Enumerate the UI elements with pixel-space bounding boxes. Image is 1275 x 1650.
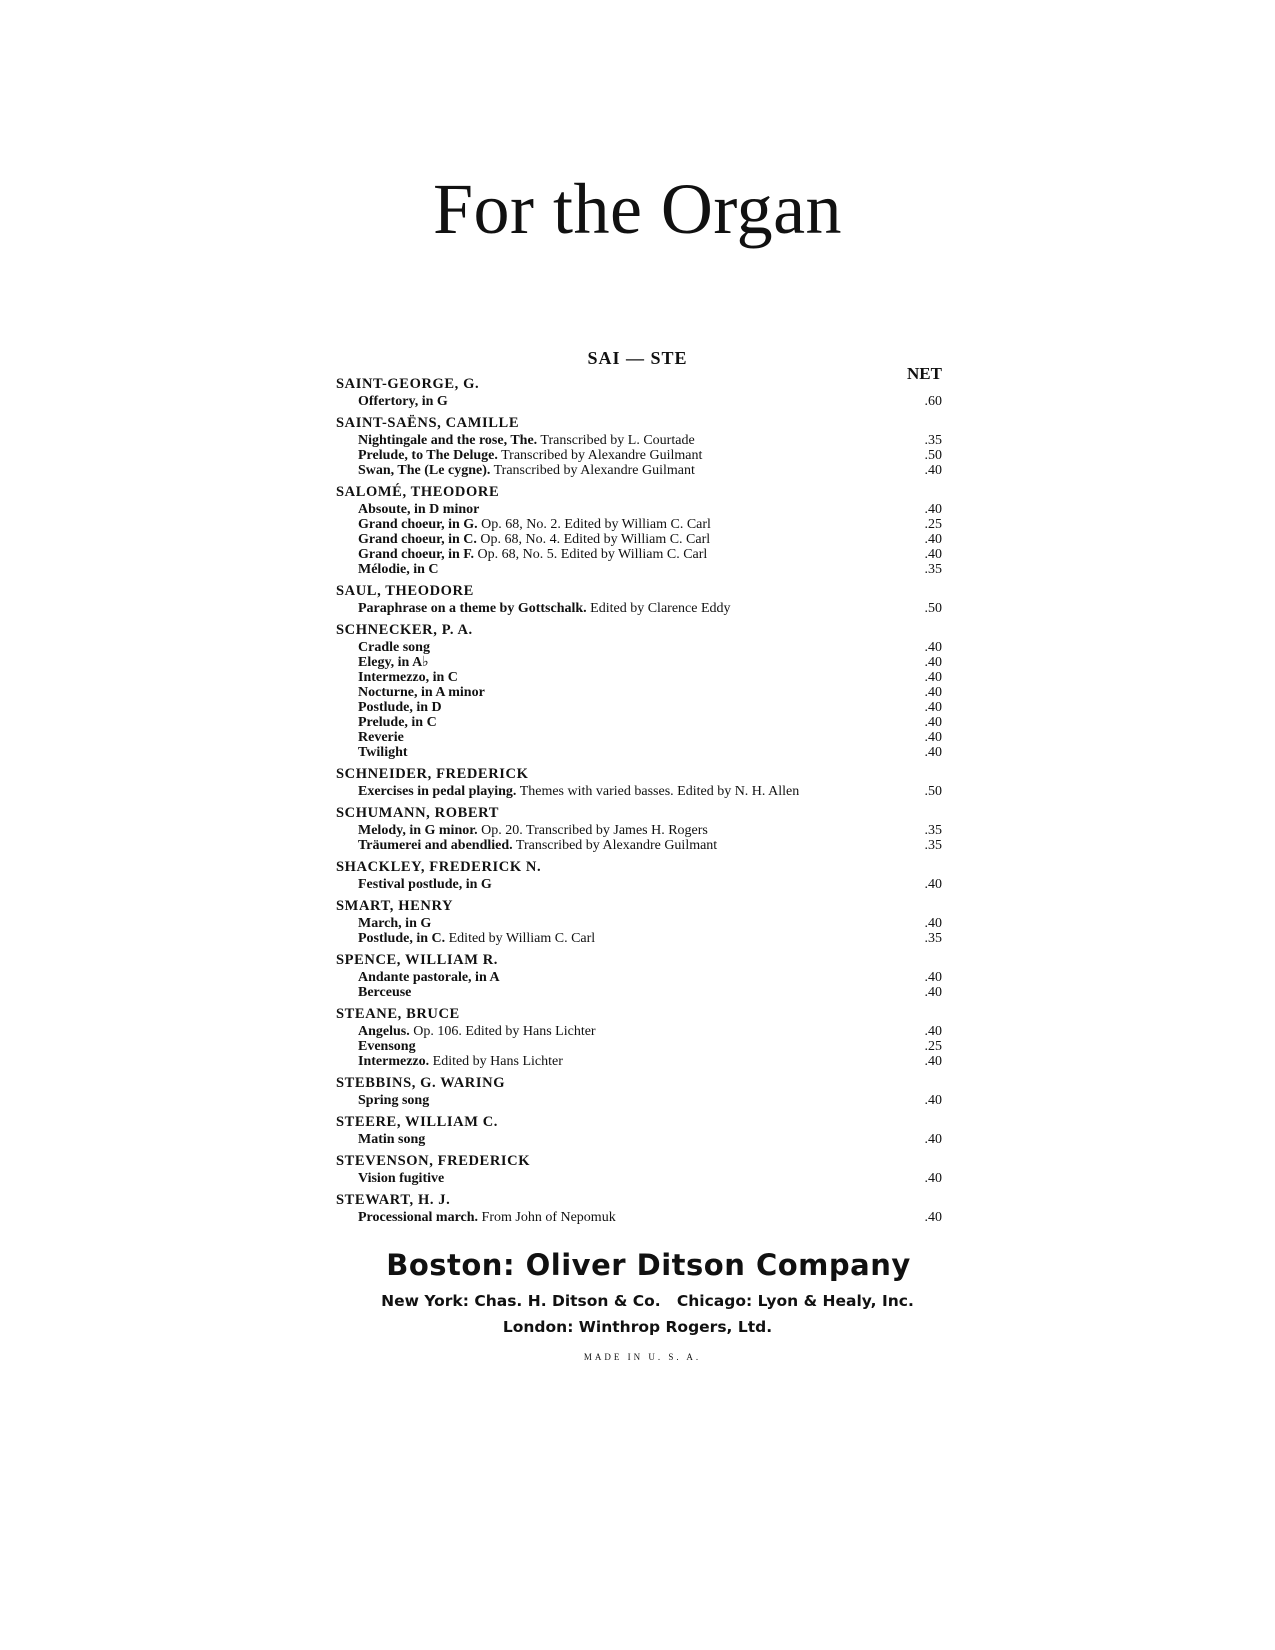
- work-note: Op. 106. Edited by Hans Lichter: [413, 1024, 596, 1039]
- entry-text: [358, 700, 882, 715]
- work-price: .50: [924, 784, 942, 799]
- work-price: .40: [924, 1210, 942, 1225]
- work-price: .40: [924, 1024, 942, 1039]
- entry-text: [358, 562, 882, 577]
- entry-text: [358, 745, 882, 760]
- work-title: Grand choeur, in F.: [358, 547, 475, 562]
- work-price: .40: [924, 985, 942, 1000]
- entry-text: [358, 547, 882, 562]
- work-price: .40: [924, 502, 942, 517]
- catalog-entry: [336, 1210, 942, 1225]
- catalog-entry: [336, 502, 942, 517]
- catalog-entry: [336, 730, 942, 745]
- composer-heading: SMART, HENRY: [336, 898, 454, 914]
- entry-text: [358, 1132, 882, 1147]
- entry-text: [358, 823, 882, 838]
- catalog-entry: [336, 1171, 942, 1186]
- work-title: Grand choeur, in C.: [358, 532, 477, 547]
- composer-heading: STEERE, WILLIAM C.: [336, 1114, 499, 1130]
- work-price: .40: [924, 745, 942, 760]
- made-in-label: MADE IN U. S. A.: [583, 1352, 702, 1362]
- entry-text: [358, 670, 882, 685]
- catalog-entry: [336, 916, 942, 931]
- entry-text: [358, 502, 882, 517]
- work-price: .25: [924, 1039, 942, 1054]
- catalog-entry: [336, 394, 942, 409]
- composer-heading: STEANE, BRUCE: [336, 1006, 460, 1022]
- work-title: Elegy, in A♭: [358, 655, 429, 670]
- work-price: .25: [924, 517, 942, 532]
- work-title: March, in G: [358, 916, 432, 931]
- composer-heading: SAINT-GEORGE, G.: [336, 376, 480, 392]
- catalog-entry: [336, 838, 942, 853]
- work-title: Vision fugitive: [358, 1171, 445, 1186]
- catalog-entry: [336, 685, 942, 700]
- work-price: .40: [924, 700, 942, 715]
- entry-text: [358, 715, 882, 730]
- work-note: Op. 20. Transcribed by James H. Rogers: [481, 823, 708, 838]
- work-price: .35: [924, 931, 942, 946]
- work-title: Andante pastorale, in A: [358, 970, 500, 985]
- catalog-entry: [336, 784, 942, 799]
- work-title: Paraphrase on a theme by Gottschalk.: [358, 601, 587, 616]
- entry-text: [358, 784, 882, 799]
- work-price: .40: [924, 532, 942, 547]
- price-column-header: NET: [907, 364, 942, 383]
- entry-text: [358, 985, 882, 1000]
- work-note: Edited by William C. Carl: [448, 931, 596, 946]
- catalog-entry: [336, 877, 942, 892]
- work-note: Transcribed by Alexandre Guilmant: [515, 838, 718, 853]
- work-note: Edited by Hans Lichter: [432, 1054, 563, 1069]
- catalog-list: [336, 370, 942, 1225]
- work-title: Reverie: [358, 730, 404, 745]
- composer-heading: SHACKLEY, FREDERICK N.: [336, 859, 542, 875]
- work-price: .40: [924, 640, 942, 655]
- entry-text: [358, 931, 882, 946]
- catalog-entry: [336, 670, 942, 685]
- work-note: Op. 68, No. 4. Edited by William C. Carl: [480, 532, 711, 547]
- work-note: Themes with varied basses. Edited by N. H. Allen: [519, 784, 800, 799]
- work-price: .35: [924, 433, 942, 448]
- work-price: .60: [924, 394, 942, 409]
- publisher-london: London: Winthrop Rogers, Ltd.: [502, 1318, 773, 1336]
- composer-heading: SCHUMANN, ROBERT: [336, 805, 499, 821]
- composer-heading: STEVENSON, FREDERICK: [336, 1153, 531, 1169]
- entry-text: [358, 532, 882, 547]
- work-price: .40: [924, 970, 942, 985]
- work-title: Mélodie, in C: [358, 562, 439, 577]
- entry-text: [358, 838, 882, 853]
- work-title: Absoute, in D minor: [358, 502, 480, 517]
- entry-text: [358, 601, 882, 616]
- work-note: Op. 68, No. 5. Edited by William C. Carl: [477, 547, 708, 562]
- entry-text: [358, 1039, 882, 1054]
- work-title: Träumerei and abendlied.: [358, 838, 513, 853]
- work-price: .40: [924, 877, 942, 892]
- work-title: Intermezzo, in C: [358, 670, 458, 685]
- publisher-name: Boston: Oliver Ditson Company: [386, 1248, 911, 1282]
- work-title: Melody, in G minor.: [358, 823, 478, 838]
- entry-text: [358, 394, 882, 409]
- work-title: Festival postlude, in G: [358, 877, 492, 892]
- catalog-entry: [336, 463, 942, 478]
- catalog-entry: [336, 1039, 942, 1054]
- work-note: Transcribed by Alexandre Guilmant: [501, 448, 703, 463]
- catalog-entry: [336, 715, 942, 730]
- composer-heading: STEBBINS, G. WARING: [336, 1075, 506, 1091]
- work-title: Cradle song: [358, 640, 430, 655]
- catalog-entry: [336, 970, 942, 985]
- work-title: Postlude, in D: [358, 700, 442, 715]
- work-price: .35: [924, 823, 942, 838]
- entry-text: [358, 463, 882, 478]
- catalog-entry: [336, 448, 942, 463]
- composer-heading: SAINT-SAËNS, CAMILLE: [336, 415, 520, 431]
- work-price: .40: [924, 685, 942, 700]
- alphabetical-range: SAI — STE: [587, 348, 688, 368]
- catalog-entry: [336, 655, 942, 670]
- work-note: From John of Nepomuk: [481, 1210, 616, 1225]
- work-title: Swan, The (Le cygne).: [358, 463, 491, 478]
- catalog-entry: [336, 1024, 942, 1039]
- work-price: .40: [924, 916, 942, 931]
- work-title: Spring song: [358, 1093, 430, 1108]
- page-title: For the Organ: [432, 169, 843, 249]
- catalog-entry: [336, 601, 942, 616]
- entry-text: [358, 685, 882, 700]
- work-price: .35: [924, 562, 942, 577]
- work-title: Berceuse: [358, 985, 412, 1000]
- work-note: Transcribed by Alexandre Guilmant: [493, 463, 695, 478]
- work-title: Nocturne, in A minor: [358, 685, 485, 700]
- work-price: .40: [924, 463, 942, 478]
- composer-heading: SALOMÉ, THEODORE: [336, 484, 500, 500]
- work-price: .40: [924, 670, 942, 685]
- entry-text: [358, 1024, 882, 1039]
- entry-text: [358, 433, 882, 448]
- entry-text: [358, 970, 882, 985]
- work-title: Processional march.: [358, 1210, 479, 1225]
- catalog-entry: [336, 640, 942, 655]
- publisher-branches: New York: Chas. H. Ditson & Co. Chicago: Lyon & Healy, Inc.: [381, 1292, 914, 1310]
- work-title: Evensong: [358, 1039, 416, 1054]
- catalog-entry: [336, 532, 942, 547]
- catalog-entry: [336, 931, 942, 946]
- work-title: Prelude, to The Deluge.: [358, 448, 498, 463]
- entry-text: [358, 640, 882, 655]
- work-price: .40: [924, 1171, 942, 1186]
- entry-text: [358, 1054, 882, 1069]
- work-price: .40: [924, 730, 942, 745]
- work-price: .40: [924, 1132, 942, 1147]
- work-title: Grand choeur, in G.: [358, 517, 478, 532]
- work-note: Op. 68, No. 2. Edited by William C. Carl: [481, 517, 711, 532]
- entry-text: [358, 877, 882, 892]
- work-title: Twilight: [358, 745, 408, 760]
- composer-heading: SAUL, THEODORE: [336, 583, 474, 599]
- catalog-entry: [336, 562, 942, 577]
- composer-heading: SCHNEIDER, FREDERICK: [336, 766, 529, 782]
- work-title: Prelude, in C: [358, 715, 437, 730]
- composer-heading: SPENCE, WILLIAM R.: [336, 952, 499, 968]
- entry-text: [358, 448, 882, 463]
- work-price: .40: [924, 547, 942, 562]
- catalog-entry: [336, 547, 942, 562]
- publisher-imprint: [0, 1248, 1275, 1362]
- work-title: Matin song: [358, 1132, 426, 1147]
- catalog-entry: [336, 1132, 942, 1147]
- work-price: .50: [924, 448, 942, 463]
- catalog-entry: [336, 1093, 942, 1108]
- entry-text: [358, 916, 882, 931]
- work-title: Angelus.: [358, 1024, 410, 1039]
- work-note: Transcribed by L. Courtade: [540, 433, 695, 448]
- composer-heading: STEWART, H. J.: [336, 1192, 451, 1208]
- work-title: Intermezzo.: [358, 1054, 430, 1069]
- composer-heading: SCHNECKER, P. A.: [336, 622, 473, 638]
- entry-text: [358, 1210, 882, 1225]
- catalog-entry: [336, 745, 942, 760]
- work-title: Offertory, in G: [358, 394, 448, 409]
- entry-text: [358, 1093, 882, 1108]
- work-price: .40: [924, 715, 942, 730]
- work-title: Nightingale and the rose, The.: [358, 433, 538, 448]
- entry-text: [358, 655, 882, 670]
- catalog-entry: [336, 1054, 942, 1069]
- work-price: .40: [924, 1054, 942, 1069]
- work-price: .40: [924, 1093, 942, 1108]
- catalog-entry: [336, 985, 942, 1000]
- catalog-entry: [336, 433, 942, 448]
- catalog-entry: [336, 700, 942, 715]
- catalog-entry: [336, 517, 942, 532]
- entry-text: [358, 1171, 882, 1186]
- work-title: Exercises in pedal playing.: [358, 784, 517, 799]
- entry-text: [358, 730, 882, 745]
- work-price: .50: [924, 601, 942, 616]
- entry-text: [358, 517, 882, 532]
- work-title: Postlude, in C.: [358, 931, 446, 946]
- catalog-entry: [336, 823, 942, 838]
- work-price: .40: [924, 655, 942, 670]
- work-note: Edited by Clarence Eddy: [590, 601, 731, 616]
- work-price: .35: [924, 838, 942, 853]
